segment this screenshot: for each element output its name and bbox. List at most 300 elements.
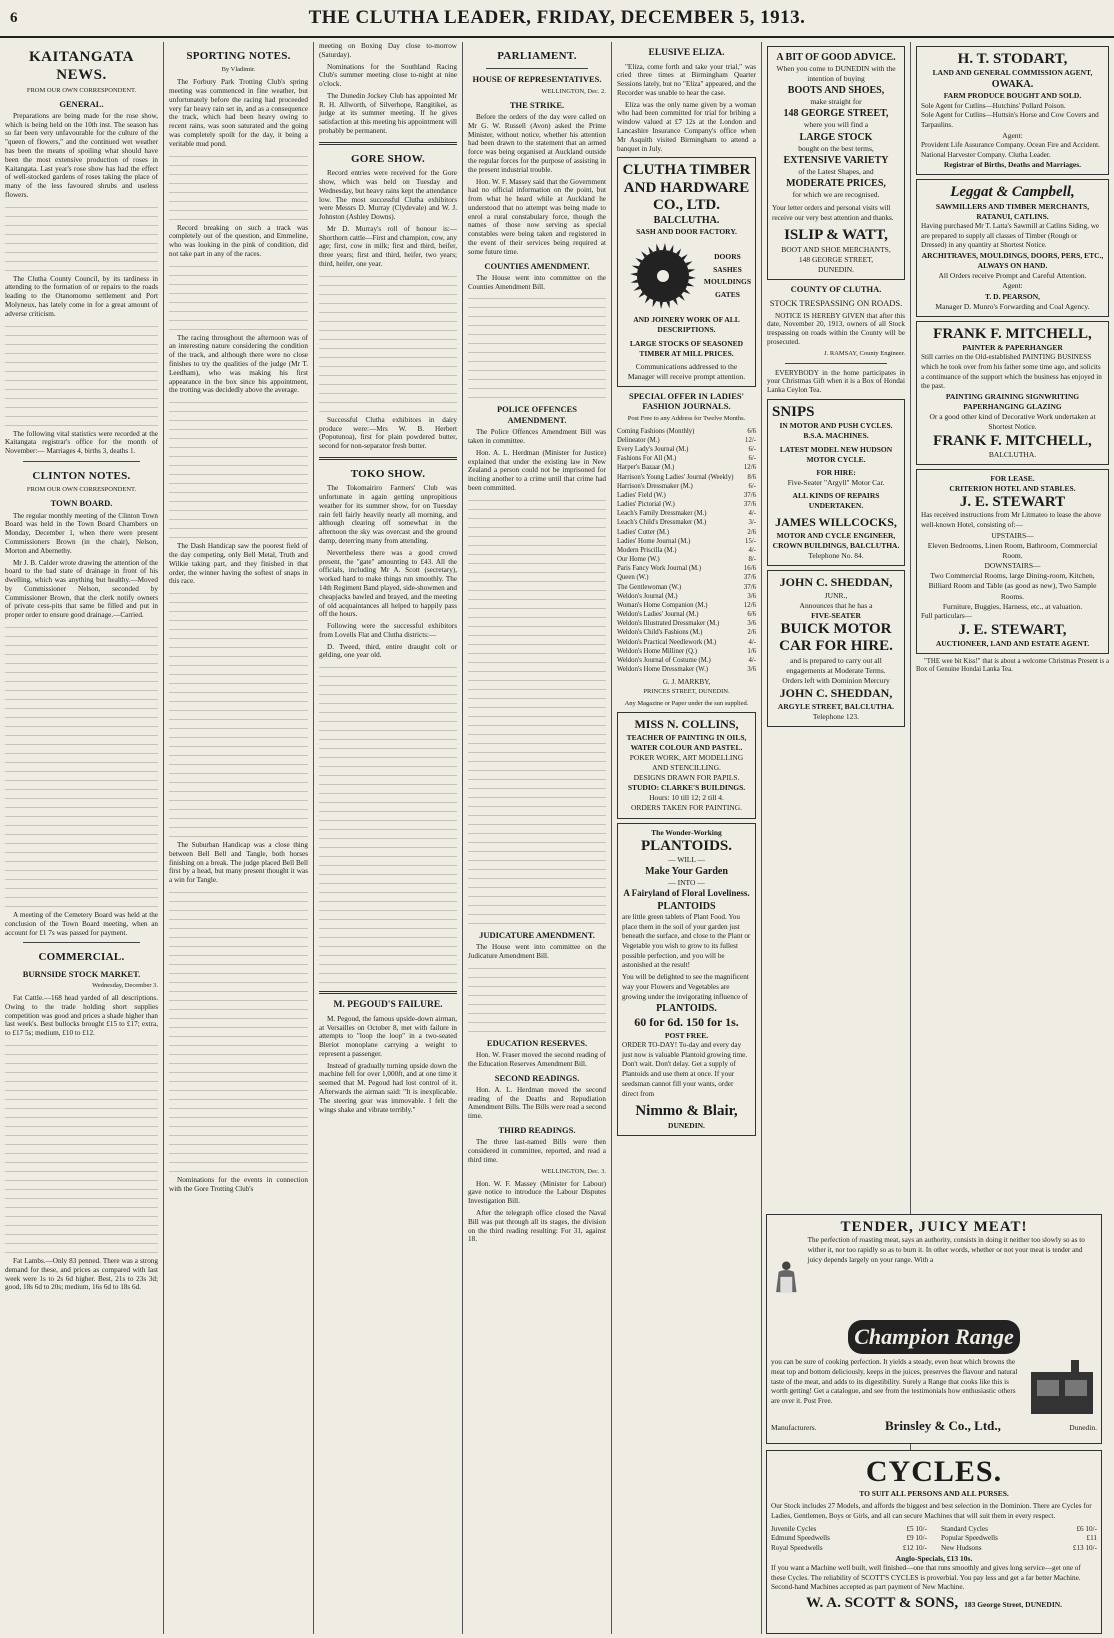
leggat-name: Leggat & Campbell, — [950, 184, 1075, 201]
scott-addr: 183 George Street, DUNEDIN. — [964, 1600, 1063, 1609]
ad-line: FARM PRODUCE BOUGHT AND SOLD. — [943, 91, 1082, 101]
journal-price: 6/- — [748, 482, 756, 490]
journal-row — [617, 500, 756, 509]
stewart-name: J. E. STEWART, — [958, 621, 1067, 638]
toko-show-title: TOKO SHOW. — [350, 467, 426, 480]
paragraph: Preparations are being made for the rose show, which is being held on the 10th inst. The season has so far been very unfavourable for the culture of the "queen of flowers," and the continued wet weather has been the means of spoiling what should have been the most extensive production of roses in Kaitangata. Last year's rose show has had the effect of well-stocked gardens of roses taking the place of many of the less favoured shrubs and useless flowers. — [5, 111, 158, 199]
range-brand: Champion Range — [848, 1320, 1020, 1354]
journal-name: Ladies' Pictorial (W.) — [617, 501, 675, 509]
text-filler — [169, 661, 308, 695]
journal-name: Woman's Home Companion (M.) — [617, 601, 708, 609]
house-heading: HOUSE OF REPRESENTATIVES. — [472, 74, 602, 85]
text-filler — [169, 262, 308, 296]
text-filler — [169, 589, 308, 623]
plantoids-title: PLANTOIDS. — [641, 837, 732, 854]
text-filler — [5, 659, 158, 693]
journal-row — [617, 628, 756, 637]
journal-name: Modern Priscilla (M.) — [617, 546, 677, 554]
ad-line: Has received instructions from Mr Litmateo to lease the above well-known Hotel, consisting of:— — [921, 511, 1101, 530]
ad-line: Manager D. Munro's Forwarding and Coal Agency. — [935, 301, 1090, 311]
paragraph: The Dash Handicap saw the poorest field of the day competing, only Bell Metal, Truth and Wilkie taking part, and they finished in that order, the winner having the softest of snaps in this race. — [169, 542, 308, 586]
plantoids-make: Make Your Garden — [645, 866, 728, 878]
journal-price: 37/6 — [743, 583, 756, 591]
journal-name: Harrison's Young Ladies' Journal (Weekly) — [617, 473, 734, 481]
ad-line: bought on the best terms, — [798, 143, 874, 153]
cycles-text: If you want a Machine well built, well finished—one that runs smoothly and gives long service—get one of these Cycles. The reliability of SCOTT'S CYCLES is proverbial. You pay less and get a far better Machine. Second-hand Machines accepted as part payment of New Machine. — [771, 1563, 1081, 1592]
ad-line: CRITERION HOTEL AND STABLES. — [949, 484, 1076, 493]
cycle-name: Juvenile Cycles — [771, 1524, 817, 1533]
ad-line: FOR LEASE. — [990, 473, 1035, 483]
timber-item: MOULDINGS — [703, 277, 751, 287]
cycle-name: New Hudsons — [941, 1544, 982, 1552]
paragraph: Hon. A. L. Herdman (Minister for Justice) explained that under the existing law in New Zealand a person could not be imprisoned for inciting another to a crime until that crime had been committed. — [468, 448, 606, 492]
journal-row — [617, 546, 756, 555]
journal-row — [617, 528, 756, 537]
cycles-anglo: Anglo-Specials, £13 10s. — [895, 1553, 973, 1563]
text-filler — [169, 960, 308, 994]
range-text: you can be sure of cooking perfection. It yields a steady, even heat which browns the meat top and bottom deliciously, keeps in the juices, preserves the flavour and natural taste of the meat, and adds to its digestibility. Surely a Range that cooks like this is worth getting! Get a catalogue, and see from the testimonials how enthusiastic others are over it. Post Free. — [771, 1358, 1018, 1406]
text-filler — [169, 625, 308, 659]
text-filler — [319, 380, 457, 414]
stodart-ad — [916, 46, 1109, 175]
gore-show-title: GORE SHOW. — [350, 152, 426, 165]
journal-name: Weldon's Journal of Costume (M.) — [617, 656, 711, 664]
journal-price: 4/- — [748, 656, 756, 664]
range-text: The perfection of roasting meat, says an authority, consists in doing it neither too slowly so as to wither it, nor too rapidly so as to burn it. In other words, whether or not your meat is tender and juicy depends largely on your range. With a — [807, 1236, 1085, 1264]
markby-addr: PRINCES STREET, DUNEDIN. — [643, 688, 730, 696]
timber-items-list — [704, 251, 751, 302]
column-3 — [314, 42, 462, 1634]
journal-price: 6/6 — [747, 427, 756, 435]
text-filler — [169, 924, 308, 958]
text-filler — [5, 1077, 158, 1111]
burnside-date: Wednesday, December 3. — [92, 982, 158, 990]
journal-row — [617, 610, 756, 619]
ad-line: 148 GEORGE STREET, — [798, 254, 874, 264]
paragraph: The three last-named Bills were then considered in committee, reported, and read a third time. — [468, 1138, 606, 1164]
journal-row — [617, 482, 756, 491]
plantoids-ad — [617, 823, 756, 1136]
timber-item: SASHES — [713, 264, 742, 274]
ad-line: JUNR., — [824, 590, 848, 600]
town-board-heading: TOWN BOARD. — [50, 498, 113, 509]
ad-line: Announces that he has a — [799, 600, 873, 610]
paragraph: Hon. W. F. Massey said that the Government had no official information on the point, but from what he heard while at Auckland he understood that no attempt was being made to enrol a rural constabulary force, though the names of those now serving as special constables were being taken and registered in the event of their services being required at some future time. — [468, 177, 606, 256]
saw-tooth — [687, 283, 694, 287]
paragraph: Fat Lambs.—Only 83 penned. There was a strong demand for these, and prices as compared with last week were 1s to 2s 6d higher. Best, 21s to 23s 3d; good, 18s 6d to 20s; medium, 16s 6d to 18s 6d. — [5, 1256, 158, 1292]
journal-name: Queen (W.) — [617, 574, 649, 582]
journal-name: Ladies' Field (W.) — [617, 491, 666, 499]
paragraph: Record entries were received for the Gore show, which was held on Tuesday and Wednesday, but heavy rains kept the attendance low. The most successful Clutha exhibitors were Messrs D. Murray (Clydevale) and W. J. Johnston (Ashley Downs). — [319, 169, 457, 222]
journal-price: 4/- — [748, 546, 756, 554]
text-filler — [468, 748, 606, 782]
scott-name: W. A. SCOTT & SONS, — [805, 1595, 959, 1611]
ad-line: UPSTAIRS— — [991, 530, 1034, 540]
markby-note: Any Magazine or Paper under the sun supplied. — [624, 700, 749, 707]
clinton-title: CLINTON NOTES. — [32, 469, 131, 482]
paragraph: The Clutha County Council, by its tardiness in attending to the formation of or repairs to the roads leading to the Otanomomo settlement and Port Molyneux, has lately come in for a great amount of adverse criticism. — [5, 274, 158, 318]
journal-price: 37/6 — [743, 501, 756, 509]
advice-title: A BIT OF GOOD ADVICE. — [776, 52, 896, 63]
plantoids-will: — WILL — — [667, 854, 706, 864]
ad-line: Provident Life Assurance Company. Ocean Fire and Accident. National Harvester Company. Clutha Leader. — [921, 140, 1100, 159]
divider — [319, 991, 457, 994]
timber-item: DOORS — [714, 251, 741, 261]
cycle-name: Royal Speedwells — [771, 1544, 823, 1552]
text-filler — [5, 394, 158, 428]
text-filler — [319, 807, 457, 841]
cycle-price-row — [941, 1525, 1097, 1535]
timber-item: GATES — [715, 290, 740, 300]
burnside-heading: BURNSIDE STOCK MARKET. — [22, 968, 141, 979]
journal-row — [617, 427, 756, 436]
sheddan-name: JOHN C. SHEDDAN, — [779, 575, 893, 590]
paragraph: Fat Cattle.—168 head yarded of all descriptions. Owing to the trade holding short supplies competition was good and prices a shade higher than last week's. Best bullocks brought £15 to £17; extra, to £17 5s; medium, £10 to £12. — [5, 994, 158, 1038]
journal-price: 4/- — [748, 638, 756, 646]
journal-row — [617, 647, 756, 656]
sporting-byline: By Vladimir. — [221, 66, 256, 74]
collins-studio: STUDIO: CLARKE'S BUILDINGS. — [627, 783, 746, 793]
paragraph: Mr D. Murray's roll of honour is:—Shorthorn cattle—First and champion, cow, any age; first, cow in milk; first and third, heifer, three years; first and third, heifer, two years; third, heifer, one year. — [319, 224, 457, 269]
cycle-price: £12 10/- — [902, 1544, 927, 1552]
ad-line: Communications addressed to the Manager will receive prompt attention. — [627, 361, 746, 381]
journal-row — [617, 509, 756, 518]
paragraph: "Eliza, come forth and take your trial," was cried three times at Birmingham Quarter Sessions lately, but no "Eliza" appeared, and the Recorder was unable to hear the case. — [617, 62, 756, 97]
plantoids-title: PLANTOIDS — [657, 900, 716, 912]
ad-line: LARGE STOCK — [799, 131, 873, 143]
county-sign: J. RAMSAY, County Engineer. — [824, 349, 905, 357]
text-filler — [5, 731, 158, 765]
ad-line: of the Latest Shapes, and — [798, 166, 874, 176]
paragraph: After the telegraph office closed the Naval Bill was put through all its stages, the division on the third reading resulting: For 31, against 18. — [468, 1208, 606, 1244]
journal-name: Our Home (W.) — [617, 556, 660, 564]
cycles-sub: TO SUIT ALL PERSONS AND ALL PURSES. — [859, 1489, 1009, 1498]
scott-cycles-ad — [766, 1450, 1102, 1634]
ad-line: Registrar of Births, Deaths and Marriages. — [943, 160, 1082, 170]
paragraph: Hon. W. F. Massey (Minister for Labour) gave notice to introduce the Labour Disputes Investigation Bill. — [468, 1179, 606, 1206]
ad-line: FIVE-SEATER — [811, 611, 861, 621]
text-filler — [5, 1113, 158, 1147]
divider — [486, 68, 588, 69]
journal-name: Coming Fashions (Monthly) — [617, 427, 695, 435]
range-town: Dunedin. — [1069, 1423, 1097, 1433]
ad-line: make straight for — [810, 97, 862, 107]
sporting-title: SPORTING NOTES. — [186, 50, 291, 62]
text-filler — [319, 879, 457, 913]
ad-line: where you will find a — [803, 120, 869, 130]
nimmo-town: DUNEDIN. — [668, 1120, 705, 1130]
journal-name: Leach's Child's Dressmaker (M.) — [617, 519, 707, 527]
ad-line: SAWMILLERS AND TIMBER MERCHANTS, — [935, 201, 1090, 211]
county-sub: STOCK TRESPASSING ON ROADS. — [769, 298, 903, 309]
kaitangata-byline: FROM OUR OWN CORRESPONDENT. — [26, 86, 137, 94]
text-filler — [468, 330, 606, 364]
ad-line: 148 GEORGE STREET, — [783, 108, 889, 120]
ad-line: OWAKA. — [991, 79, 1034, 91]
masthead — [0, 0, 1114, 38]
saw-tooth — [632, 266, 639, 270]
cycles-price-list — [771, 1525, 1097, 1554]
scott-footer — [771, 1595, 1097, 1612]
saw-tooth — [660, 302, 663, 309]
paragraph: Hon. W. Fraser moved the second reading of the Education Reserves Amendment Bill. — [468, 1050, 606, 1068]
journal-name: Leach's Family Dressmaker (M.) — [617, 510, 707, 518]
range-footer — [771, 1418, 1097, 1435]
paragraph: Eliza was the only name given by a woman who had been committed for trial for bribing a window valued at £7 12s at the London and Lancashire Insurance Company's office when Mr Asquith visited Birmingham to attend a banquet in July. — [617, 100, 756, 153]
journals-ad — [617, 391, 756, 708]
ad-line: BOOT AND SHOE MERCHANTS, — [781, 244, 891, 254]
journal-price: 12/6 — [743, 464, 756, 472]
collins-line: DESIGNS DRAWN FOR PAPILS. — [633, 773, 740, 783]
paragraph: NOTICE IS HEREBY GIVEN that after this date, November 20, 1913, owners of all Stock trespassing on roads within the County will be prosecuted. — [767, 311, 905, 346]
ad-line: PAINTER & PAPERHANGER — [962, 343, 1063, 352]
journals-title: SPECIAL OFFER IN LADIES' FASHION JOURNALS. — [628, 391, 744, 412]
journal-price: 8/- — [748, 556, 756, 564]
collins-hours: Hours: 10 till 12; 2 till 4. — [649, 793, 724, 803]
text-filler — [5, 1221, 158, 1255]
ad-line: DUNEDIN. — [817, 264, 855, 274]
text-filler — [169, 506, 308, 540]
journal-row — [617, 463, 756, 472]
text-filler — [5, 767, 158, 801]
journals-sub: Post Free to any Address for Twelve Months. — [627, 414, 746, 422]
paragraph: The House went into committee on the Judicature Amendment Bill. — [468, 943, 606, 960]
ad-line: Still carries on the Old-established PAINTING BUSINESS which he took over from his father some time ago, and solicits a continuance of the support which the business has enjoyed in the past. — [921, 353, 1102, 391]
text-filler — [468, 784, 606, 818]
text-filler — [319, 663, 457, 697]
plantoids-price: 60 for 6d. 150 for 1s. — [634, 1015, 739, 1030]
text-filler — [319, 735, 457, 769]
ad-line: and is prepared to carry out all engagements at Moderate Terms. — [786, 655, 886, 675]
text-filler — [5, 1149, 158, 1183]
ad-town: BALCLUTHA. — [653, 215, 720, 227]
clutha-timber-ad — [617, 157, 756, 387]
text-filler — [169, 1068, 308, 1102]
journal-price: 3/6 — [747, 620, 756, 628]
saw-tooth — [663, 243, 666, 250]
champion-range-ad — [766, 1214, 1102, 1444]
journal-name: Delineator (M.) — [617, 436, 660, 444]
ad-line: LAND AND GENERAL COMMISSION AGENT, — [932, 68, 1093, 78]
cycle-price: £9 10/- — [906, 1534, 927, 1543]
pegoud-title: M. PEGOUD'S FAILURE. — [333, 1000, 443, 1011]
cycle-price: £13 10/- — [1072, 1544, 1097, 1552]
saw-tooth — [631, 280, 638, 283]
text-filler — [169, 1104, 308, 1138]
text-filler — [169, 888, 308, 922]
journal-name: Harper's Bazaar (M.) — [617, 464, 675, 472]
text-filler — [468, 532, 606, 566]
saw-tooth — [688, 270, 695, 273]
second-readings-heading: SECOND READINGS. — [494, 1072, 580, 1083]
journal-price: 6/- — [748, 455, 756, 463]
ad-line: T. D. PEARSON, — [984, 291, 1041, 301]
ad-line: Sole Agent for Cutlins—Huttsin's Horse and Cow Covers and Tarpaulins. — [921, 111, 1099, 129]
journal-row — [617, 592, 756, 601]
paragraph: Hon. A. L. Herdman moved the second reading of the Deaths and Repudiation Amendment Bills. The Bills were read a second time. — [468, 1085, 606, 1121]
text-filler — [319, 915, 457, 949]
page-number: 6 — [10, 9, 18, 26]
ad-line: Agent: — [1002, 281, 1023, 291]
range-body-2 — [771, 1358, 1097, 1418]
text-filler — [5, 203, 158, 237]
text-filler — [468, 892, 606, 926]
text-filler — [468, 366, 606, 400]
ad-line: DOWNSTAIRS— — [984, 561, 1041, 571]
ad-line: Telephone 123. — [812, 711, 860, 721]
journal-name: Weldon's Home Milliner (Q.) — [617, 647, 697, 655]
ad-line: SASH AND DOOR FACTORY. — [636, 227, 737, 237]
journal-price: 3/6 — [747, 592, 756, 600]
text-filler — [169, 733, 308, 767]
journal-price: 3/6 — [747, 666, 756, 674]
paragraph: Nevertheless there was a good crowd present, the "gate" amounting to £43. All the officials, including Mr A. Scott (secretary), worked hard to make things run smoothly. The 14th Regiment Band played, side-showmen and cheapjacks bawled and brayed, and the meeting of old acquaintances all helped to happily pass off the hours. — [319, 548, 457, 619]
journal-row — [617, 491, 756, 500]
mitchell-name: FRANK F. MITCHELL, — [933, 432, 1092, 449]
text-filler — [5, 239, 158, 273]
collins-line: POKER WORK, ART MODELLING AND STENCILLING. — [629, 752, 744, 772]
column-2 — [164, 42, 313, 1634]
journal-row — [617, 445, 756, 454]
text-filler — [468, 676, 606, 710]
journal-price: 16/6 — [743, 565, 756, 573]
newspaper-title: THE CLUTHA LEADER, FRIDAY, DECEMBER 5, 1913. — [308, 7, 806, 28]
text-filler — [169, 152, 308, 186]
islip-name: ISLIP & WATT, — [784, 227, 888, 244]
ad-line: Your letter orders and personal visits will receive our very best attention and thanks. — [772, 203, 894, 222]
range-maker: Brinsley & Co., Ltd., — [884, 1418, 1001, 1434]
journal-name: Fashions For All (M.) — [617, 455, 677, 463]
journal-name: Paris Fancy Work Journal (M.) — [617, 565, 702, 573]
text-filler — [169, 697, 308, 731]
cycle-name: Standard Cycles — [941, 1524, 988, 1533]
police-heading: POLICE OFFENCES AMENDMENT. — [496, 404, 578, 425]
ad-line: Agent: — [1002, 130, 1023, 140]
text-filler — [5, 1041, 158, 1075]
judicature-heading: JUDICATURE AMENDMENT. — [479, 929, 595, 940]
journal-price: 6/6 — [747, 611, 756, 619]
text-filler — [5, 1185, 158, 1219]
text-filler — [5, 623, 158, 657]
journal-name: Ladies' Cutter (M.) — [617, 528, 669, 536]
mitchell-ad — [916, 321, 1109, 465]
text-filler — [319, 951, 457, 985]
text-filler — [468, 496, 606, 530]
saw-tooth — [656, 244, 659, 251]
ad-line: IN MOTOR AND PUSH CYCLES. B.S.A. MACHINES. — [779, 421, 893, 441]
paragraph: The Suburban Handicap was a close thing between Bell Bell and Tangle, both horses finishing on a break. The judge placed Bell Bell first by a head, but many present thought it was a win for Tangle. — [169, 841, 308, 885]
saw-tooth — [666, 301, 669, 308]
text-filler — [169, 188, 308, 222]
timber-product-block — [622, 237, 751, 315]
journal-name: Weldon's Child's Fashions (M.) — [617, 629, 703, 637]
county-title: COUNTY OF CLUTHA. — [790, 283, 882, 294]
paragraph: Following were the successful exhibitors from Lovells Flat and Clutha districts:— — [319, 622, 457, 639]
journal-row — [617, 573, 756, 582]
paragraph: meeting on Boxing Day close to-morrow (Saturday). — [319, 42, 457, 59]
ad-line: Having purchased Mr T. Latta's Sawmill at Catlins Siding, we are prepared to supply all classes of Timber (Rough or Dressed) in any quantity at Shortest Notice. — [921, 221, 1100, 250]
journal-name: Every Lady's Journal (M.) — [617, 446, 689, 453]
text-filler — [468, 294, 606, 328]
text-filler — [319, 843, 457, 877]
plantoids-fairy: A Fairyland of Floral Loveliness. — [623, 888, 750, 899]
text-filler — [468, 568, 606, 602]
paragraph: The Tokomairiro Farmers' Club was unfortunate in again getting unpropitious weather for its summer show, for on Tuesday rain fell fairly heavily nearly all morning, and although clearing off somewhat in the afternoon the sky was overcast and the ground damp, deterring many from attending. — [319, 484, 457, 546]
cycle-price-row — [771, 1525, 927, 1535]
plantoids-top: The Wonder-Working — [651, 827, 722, 837]
journal-row — [617, 601, 756, 610]
ad-line: Eleven Bedrooms, Linen Room, Bathroom, Commercial Room. — [927, 540, 1098, 561]
cycles-text: Our Stock includes 27 Models, and affords the biggest and best selection in the Dominion. There are Cycles for Ladies, Gentlemen, Boys or Girls, and all can secure Machines that will suit them in every respect. — [771, 1502, 1092, 1520]
ad-line: LATEST MODEL NEW HUDSON MOTOR CYCLE. — [779, 444, 893, 464]
ad-line: Telephone No. 84. — [808, 551, 864, 561]
tea-notice: EVERYBODY in the home participates in your Christmas Gift when it is a Box of Hondai Lanka Ceylon Tea. — [767, 368, 905, 395]
snips-ad — [767, 399, 905, 566]
stodart-name: H. T. STODART, — [957, 51, 1068, 67]
journal-row — [617, 564, 756, 573]
text-filler — [169, 398, 308, 432]
collins-line: TEACHER OF PAINTING IN OILS, WATER COLOUR AND PASTEL. — [626, 732, 747, 752]
counties-heading: COUNTIES AMENDMENT. — [484, 260, 590, 271]
text-filler — [5, 358, 158, 392]
ad-line: FOR HIRE: — [816, 467, 856, 477]
text-filler — [169, 1140, 308, 1174]
journal-price: 2/6 — [747, 629, 756, 637]
paragraph: Successful Clutha exhibitors in dairy produce were:—Mrs W. B. Herbert (Popotunoa), first for plain powdered butter, second for non-separator fresh butter. — [319, 415, 457, 451]
circular-saw-icon — [628, 241, 698, 311]
range-body — [771, 1236, 1097, 1316]
text-filler — [5, 322, 158, 356]
journal-price: 15/- — [745, 537, 756, 545]
journal-price: 37/6 — [743, 574, 756, 582]
ad-line: When you come to DUNEDIN with the intention of buying — [776, 64, 896, 84]
paragraph: The following vital statistics were recorded at the Kaitangata registrar's office for the month of November:— Marriages 4, births 3, deaths 1. — [5, 429, 158, 456]
plantoids-title: PLANTOIDS. — [656, 1003, 717, 1015]
county-notice — [767, 284, 905, 358]
text-filler — [169, 996, 308, 1030]
text-filler — [319, 699, 457, 733]
collins-name: MISS N. COLLINS, — [634, 716, 739, 731]
cycle-name: Edmund Speedwells — [771, 1534, 830, 1543]
journals-list — [617, 427, 756, 675]
text-filler — [5, 695, 158, 729]
paragraph: Nominations for the events in connection with the Gore Trotting Club's — [169, 1175, 308, 1193]
collins-orders: ORDERS TAKEN FOR PAINTING. — [630, 803, 743, 813]
text-filler — [5, 803, 158, 837]
journal-name: The Gentlewoman (W.) — [617, 583, 682, 591]
journal-name: Ladies' Home Journal (M.) — [617, 537, 691, 545]
cycle-price: £5 10/- — [906, 1524, 927, 1533]
paragraph: The racing throughout the afternoon was of an interesting nature considering the condition of the track, and although there were no close finishes to try the qualities of the judge (Mr T. Leedham), who was making his first appearance in the box since his appointment, the trotting was decidedly above the average. — [169, 333, 308, 395]
ad-line: for which we are recognised. — [792, 189, 880, 199]
text-filler — [468, 820, 606, 854]
text-filler — [468, 964, 606, 998]
sheddan-ad — [767, 570, 905, 727]
paragraph: Nominations for the Southland Racing Club's summer meeting close to-night at nine o'clock. — [319, 62, 457, 89]
journal-row — [617, 518, 756, 527]
paragraph: Mr J. B. Calder wrote drawing the attention of the board to the bad state of drainage in front of his dwelling, which was anything but healthy.—Moved by Commissioner Nelson, seconded by Commissioner Brown, that the clerk notify owners of private cess-pits that same be filled and put in proper order to ensure good drainage.—Carried. — [5, 558, 158, 620]
plantoids-post: POST FREE. — [664, 1030, 709, 1040]
tea-notice: "THE wee bit Kiss!" that is about a welcome Christmas Present is a Box of Genuine Hondai Lanka Tea. — [916, 657, 1109, 674]
ad-title: CLUTHA TIMBER AND HARDWARE CO., LTD. — [622, 162, 751, 213]
text-filler — [319, 308, 457, 342]
ad-line: ARCHITRAVES, MOULDINGS, DOORS, PERS, ETC., ALWAYS ON HAND. — [921, 251, 1104, 271]
text-filler — [169, 769, 308, 803]
saw-tooth — [689, 276, 696, 279]
journal-row — [617, 454, 756, 463]
ad-line: Furniture, Buggies, Harness, etc., at valuation. — [942, 601, 1083, 611]
text-filler — [169, 1032, 308, 1066]
